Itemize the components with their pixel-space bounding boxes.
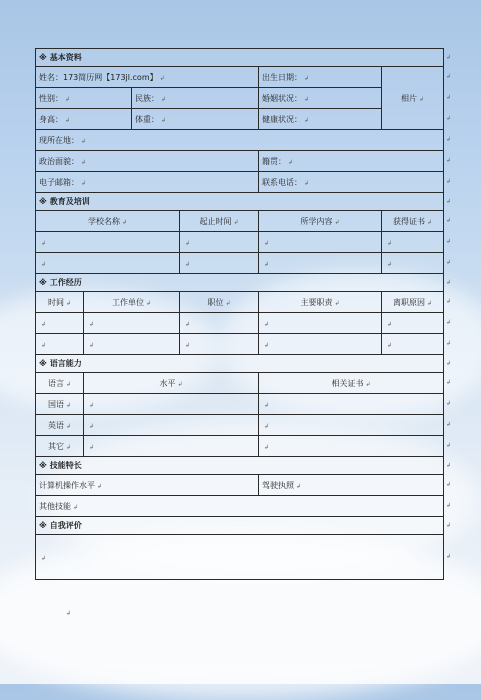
header-text: 相关证书 [331, 378, 364, 388]
lang-name: 国语 [47, 399, 64, 409]
para-mark: ↲ [296, 482, 302, 490]
para-mark: ↲ [89, 401, 95, 409]
para-mark: ↲ [288, 158, 294, 166]
edu-header-content [259, 211, 382, 232]
row-end-mark: ↲ [446, 461, 452, 469]
work-duty-cell[interactable] [259, 313, 382, 334]
header-text: 离职原因 [392, 297, 425, 307]
para-mark: ↲ [365, 380, 371, 388]
row-end-mark: ↲ [446, 481, 452, 488]
edu-header-cert [382, 211, 444, 232]
para-mark: ↲ [65, 422, 72, 430]
para-mark: ↲ [334, 218, 340, 226]
row-end-mark: ↲ [446, 278, 452, 286]
lang-name-cell [36, 415, 84, 436]
para-mark: ↲ [65, 401, 72, 409]
edu-header-school [36, 211, 180, 232]
work-company-cell[interactable] [84, 313, 180, 334]
lang-name-cell [36, 394, 84, 415]
political-cell[interactable] [36, 151, 259, 172]
row-end-mark: ↲ [446, 298, 452, 305]
para-mark: ↲ [41, 320, 47, 328]
para-mark: ↲ [65, 443, 72, 451]
header-text: 工作单位 [111, 297, 144, 307]
work-reason-cell[interactable] [382, 334, 444, 355]
para-mark: ↲ [264, 443, 270, 451]
work-header-company [84, 292, 180, 313]
height-label: 身高： [39, 114, 63, 124]
health-cell[interactable] [259, 109, 382, 130]
work-position-cell[interactable] [180, 334, 259, 355]
table-row [36, 313, 444, 334]
birth-label: 出生日期： [262, 72, 302, 82]
para-mark: ↲ [161, 95, 167, 103]
computer-skill-cell[interactable] [36, 475, 259, 496]
para-mark: ↲ [304, 74, 310, 82]
row-end-mark: ↲ [446, 94, 452, 101]
ethnic-cell[interactable] [132, 88, 259, 109]
work-position-cell[interactable] [180, 313, 259, 334]
work-header-reason [382, 292, 444, 313]
para-mark: ↲ [304, 95, 310, 103]
section-mark-icon: ※ [39, 278, 47, 287]
section-mark-icon: ※ [39, 521, 47, 530]
row-end-mark: ↲ [446, 359, 452, 367]
edu-header-period [180, 211, 259, 232]
section-title-evaluation: 自我评价 [49, 521, 82, 530]
skills-row-1 [36, 475, 444, 496]
lang-header-language [36, 373, 84, 394]
header-text: 水平 [159, 378, 176, 388]
education-header-row [36, 211, 444, 232]
para-mark: ↲ [41, 341, 47, 349]
work-time-cell[interactable] [36, 313, 84, 334]
row-end-mark: ↲ [446, 259, 452, 266]
footer-para-mark: ↲ [66, 610, 72, 617]
header-text: 所学内容 [300, 216, 333, 226]
row-end-mark: ↲ [446, 442, 452, 449]
para-mark: ↲ [185, 320, 191, 328]
address-cell[interactable] [36, 130, 444, 151]
edu-period-cell[interactable] [180, 232, 259, 253]
para-mark: ↲ [89, 320, 95, 328]
section-mark-icon: ※ [39, 461, 47, 470]
gender-label: 性别： [39, 93, 63, 103]
edu-period-cell[interactable] [180, 253, 259, 274]
para-mark: ↲ [387, 239, 393, 247]
photo-label: 相片 [400, 93, 417, 103]
basic-row-6 [36, 172, 444, 193]
para-mark: ↲ [418, 95, 425, 103]
row-end-mark: ↲ [446, 197, 452, 205]
gender-cell[interactable] [36, 88, 132, 109]
para-mark: ↲ [73, 503, 79, 511]
para-mark: ↲ [121, 218, 128, 226]
edu-cert-cell[interactable] [382, 253, 444, 274]
section-title-work: 工作经历 [49, 278, 82, 287]
header-text: 起止时间 [199, 216, 232, 226]
section-evaluation [36, 517, 444, 535]
lang-level-cell[interactable] [84, 394, 259, 415]
section-skills [36, 457, 444, 475]
weight-cell[interactable] [132, 109, 259, 130]
para-mark: ↲ [185, 239, 191, 247]
para-mark: ↲ [426, 218, 433, 226]
weight-label: 体重： [135, 114, 159, 124]
section-basic [36, 49, 444, 67]
para-mark: ↲ [264, 260, 270, 268]
row-end-mark: ↲ [446, 379, 452, 386]
para-mark: ↲ [225, 299, 231, 307]
lang-name: 其它 [47, 441, 64, 451]
row-end-mark: ↲ [446, 73, 452, 80]
marital-cell[interactable] [259, 88, 382, 109]
row-end-mark: ↲ [446, 157, 452, 164]
work-reason-cell[interactable] [382, 313, 444, 334]
evaluation-row [36, 535, 444, 580]
section-title-skills: 技能特长 [49, 461, 82, 470]
header-text: 语言 [47, 378, 64, 388]
height-cell[interactable] [36, 109, 132, 130]
section-work [36, 274, 444, 292]
table-row [36, 253, 444, 274]
row-end-mark: ↲ [446, 521, 452, 529]
para-mark: ↲ [233, 218, 239, 226]
table-row [36, 415, 444, 436]
para-mark: ↲ [65, 299, 72, 307]
para-mark: ↲ [387, 341, 393, 349]
native-label: 籍贯： [262, 156, 286, 166]
resume-table [35, 48, 444, 580]
political-label: 政治面貌： [39, 156, 79, 166]
basic-row-1 [36, 67, 444, 88]
name-label: 姓名：173简历网【173jl.com】 [39, 72, 158, 82]
para-mark: ↲ [89, 443, 95, 451]
section-title-basic: 基本资料 [49, 53, 82, 62]
edu-cert-cell[interactable] [382, 232, 444, 253]
work-duty-cell[interactable] [259, 334, 382, 355]
para-mark: ↲ [264, 239, 270, 247]
section-education [36, 193, 444, 211]
para-mark: ↲ [161, 116, 167, 124]
row-end-mark: ↲ [446, 340, 452, 347]
row-end-mark: ↲ [446, 178, 452, 185]
para-mark: ↲ [387, 260, 393, 268]
header-text: 时间 [47, 297, 64, 307]
row-end-mark: ↲ [446, 400, 452, 407]
section-mark-icon: ※ [39, 197, 47, 206]
health-label: 健康状况： [262, 114, 302, 124]
row-end-mark: ↲ [446, 502, 452, 509]
table-row [36, 436, 444, 457]
para-mark: ↲ [41, 239, 47, 247]
license-label: 驾驶执照 [262, 480, 294, 490]
para-mark: ↲ [304, 116, 310, 124]
work-header-row [36, 292, 444, 313]
row-end-mark: ↲ [446, 319, 452, 326]
para-mark: ↲ [41, 554, 47, 562]
header-text: 学校名称 [87, 216, 120, 226]
birth-cell[interactable] [259, 67, 382, 88]
section-title-education: 教育及培训 [49, 197, 90, 206]
edu-content-cell[interactable] [259, 253, 382, 274]
para-mark: ↲ [81, 137, 87, 145]
other-skill-cell[interactable] [36, 496, 444, 517]
lang-header-cert [259, 373, 444, 394]
section-mark-icon: ※ [39, 359, 47, 368]
para-mark: ↲ [426, 299, 433, 307]
header-text: 职位 [207, 297, 224, 307]
lang-level-cell[interactable] [84, 436, 259, 457]
row-end-mark: ↲ [446, 217, 452, 224]
section-mark-icon: ※ [39, 53, 47, 62]
language-header-row [36, 373, 444, 394]
row-end-mark: ↲ [446, 553, 452, 560]
table-row [36, 394, 444, 415]
name-cell[interactable] [36, 67, 259, 88]
computer-skill-label: 计算机操作水平 [39, 480, 95, 490]
para-mark: ↲ [145, 299, 152, 307]
para-mark: ↲ [185, 341, 191, 349]
para-mark: ↲ [264, 401, 270, 409]
header-text: 获得证书 [392, 216, 425, 226]
phone-label: 联系电话： [262, 177, 302, 187]
other-skill-label: 其他技能 [39, 501, 71, 511]
para-mark: ↲ [177, 380, 183, 388]
lang-cert-cell[interactable] [259, 394, 444, 415]
para-mark: ↲ [41, 260, 47, 268]
row-end-mark: ↲ [446, 238, 452, 245]
para-mark: ↲ [264, 422, 270, 430]
email-cell[interactable] [36, 172, 259, 193]
para-mark: ↲ [89, 341, 95, 349]
section-language [36, 355, 444, 373]
phone-cell[interactable] [259, 172, 444, 193]
work-company-cell[interactable] [84, 334, 180, 355]
para-mark: ↲ [97, 482, 103, 490]
lang-name-cell [36, 436, 84, 457]
work-header-position [180, 292, 259, 313]
row-end-mark: ↲ [446, 421, 452, 428]
para-mark: ↲ [65, 95, 71, 103]
para-mark: ↲ [159, 74, 165, 82]
para-mark: ↲ [304, 179, 310, 187]
lang-cert-cell[interactable] [259, 436, 444, 457]
lang-name: 英语 [47, 420, 64, 430]
para-mark: ↲ [264, 320, 270, 328]
work-time-cell[interactable] [36, 334, 84, 355]
native-cell[interactable] [259, 151, 444, 172]
lang-level-cell[interactable] [84, 415, 259, 436]
basic-row-5 [36, 151, 444, 172]
para-mark: ↲ [81, 179, 87, 187]
email-label: 电子邮箱： [39, 177, 79, 187]
para-mark: ↲ [65, 116, 71, 124]
address-label: 现所在地： [39, 135, 79, 145]
work-header-duty [259, 292, 382, 313]
para-mark: ↲ [65, 380, 72, 388]
edu-content-cell[interactable] [259, 232, 382, 253]
para-mark: ↲ [334, 299, 340, 307]
photo-cell[interactable] [382, 67, 444, 130]
lang-cert-cell[interactable] [259, 415, 444, 436]
marital-label: 婚姻状况： [262, 93, 302, 103]
work-header-time [36, 292, 84, 313]
basic-row-4 [36, 130, 444, 151]
header-text: 主要职责 [300, 297, 333, 307]
row-end-mark: ↲ [446, 115, 452, 122]
license-cell[interactable] [259, 475, 444, 496]
ethnic-label: 民族： [135, 93, 159, 103]
edu-school-cell[interactable] [36, 232, 180, 253]
section-title-language: 语言能力 [49, 359, 82, 368]
para-mark: ↲ [185, 260, 191, 268]
para-mark: ↲ [89, 422, 95, 430]
lang-header-level [84, 373, 259, 394]
para-mark: ↲ [387, 320, 393, 328]
table-row [36, 232, 444, 253]
para-mark: ↲ [81, 158, 87, 166]
evaluation-cell[interactable] [36, 535, 444, 580]
table-row [36, 334, 444, 355]
edu-school-cell[interactable] [36, 253, 180, 274]
row-end-mark: ↲ [446, 136, 452, 143]
para-mark: ↲ [264, 341, 270, 349]
row-end-mark: ↲ [446, 53, 452, 61]
skills-row-2 [36, 496, 444, 517]
